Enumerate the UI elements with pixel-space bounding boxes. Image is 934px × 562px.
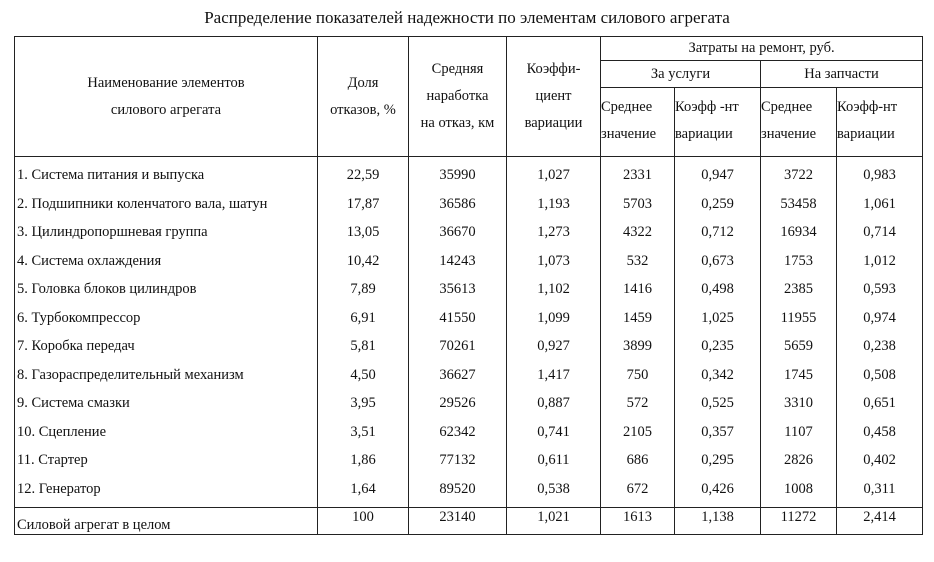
table-cell: 672	[626, 480, 649, 497]
table-cell: 3899	[623, 338, 652, 354]
table-cell: 1,417	[537, 366, 570, 383]
row-label: 8. Газораспределительный механизм	[17, 366, 244, 383]
table-cell: 35990	[439, 167, 476, 183]
table-cell: 41550	[439, 309, 476, 326]
table-cell: 3310	[784, 395, 813, 411]
table-cell: 3,95	[350, 395, 376, 411]
table-cell: 0,947	[701, 167, 734, 183]
table-cell: 572	[626, 395, 649, 411]
table-cell: 0,402	[863, 452, 896, 468]
table-cell: 7,89	[350, 281, 376, 297]
table-cell: 0,741	[537, 423, 570, 440]
table-cell: 0,426	[701, 480, 734, 497]
header-services: За услуги	[601, 61, 761, 88]
header-parts: На запчасти	[761, 61, 923, 88]
total-services-mean: 1613	[601, 508, 675, 535]
table-cell: 0,714	[863, 224, 896, 240]
row-label: 1. Система питания и выпуска	[17, 167, 205, 183]
header-parts-mean: Среднее значение	[761, 88, 837, 157]
column-mtbf	[409, 157, 507, 508]
row-label: 2. Подшипники коленчатого вала, шатун	[17, 195, 268, 212]
column-names	[15, 157, 318, 508]
table-cell: 5659	[784, 338, 813, 354]
table-cell: 1,099	[537, 309, 570, 326]
table-cell: 0,508	[863, 366, 896, 383]
table-cell: 1,027	[537, 167, 570, 183]
row-label: 12. Генератор	[17, 480, 101, 497]
table-cell: 686	[626, 452, 649, 468]
table-cell: 1008	[784, 480, 813, 497]
table-cell: 0,538	[537, 480, 570, 497]
table-cell: 62342	[439, 423, 476, 440]
total-cv: 1,021	[507, 508, 601, 535]
row-label: 9. Система смазки	[17, 395, 130, 411]
header-services-mean: Среднее значение	[601, 88, 675, 157]
table-cell: 13,05	[346, 224, 380, 240]
table-cell: 0,593	[863, 281, 896, 297]
table-cell: 3722	[784, 167, 813, 183]
total-name: Силовой агрегат в целом	[15, 508, 318, 535]
column-parts-mean	[761, 157, 837, 508]
table-cell: 750	[626, 366, 649, 383]
table-cell: 1,025	[701, 309, 734, 326]
table-cell: 10,42	[346, 252, 380, 269]
row-label: 6. Турбокомпрессор	[17, 309, 141, 326]
table-cell: 532	[626, 252, 649, 269]
table-cell: 36670	[439, 224, 476, 240]
table-cell: 36586	[439, 195, 476, 212]
table-body	[15, 157, 923, 508]
table-cell: 4322	[623, 224, 652, 240]
header-mean-time-between-failures: Средняя наработка на отказ, км	[409, 37, 507, 157]
table-cell: 77132	[439, 452, 476, 468]
table-cell: 0,458	[863, 423, 896, 440]
table-cell: 5703	[623, 195, 652, 212]
table-cell: 14243	[439, 252, 476, 269]
column-services-mean	[601, 157, 675, 508]
table-cell: 16934	[780, 224, 817, 240]
table-cell: 1,193	[537, 195, 570, 212]
table-cell: 1,073	[537, 252, 570, 269]
table-cell: 0,927	[537, 338, 570, 354]
total-mtbf: 23140	[409, 508, 507, 535]
table-cell: 1,86	[350, 452, 376, 468]
table-cell: 1416	[623, 281, 652, 297]
table-cell: 0,235	[701, 338, 734, 354]
row-label: 10. Сцепление	[17, 423, 107, 440]
table-cell: 22,59	[346, 167, 380, 183]
table-cell: 1753	[784, 252, 813, 269]
table-cell: 0,311	[863, 480, 896, 497]
table-cell: 0,983	[863, 167, 896, 183]
table-cell: 0,651	[863, 395, 896, 411]
table-cell: 0,498	[701, 281, 734, 297]
header-parts-cv: Коэфф-нт вариации	[837, 88, 923, 157]
column-parts-cv	[837, 157, 923, 508]
table-cell: 0,887	[537, 395, 570, 411]
table-cell: 11955	[780, 309, 817, 326]
table-cell: 35613	[439, 281, 476, 297]
table-cell: 0,357	[701, 423, 734, 440]
header-repair-costs: Затраты на ремонт, руб.	[601, 37, 923, 61]
table-cell: 4,50	[350, 366, 376, 383]
table-cell: 1,64	[350, 480, 376, 497]
table-cell: 0,342	[701, 366, 734, 383]
table-cell: 1459	[623, 309, 652, 326]
header-services-cv: Коэфф -нт вариации	[675, 88, 761, 157]
table-cell: 2826	[784, 452, 813, 468]
row-label: 4. Система охлаждения	[17, 252, 162, 269]
header-failure-share: Доля отказов, %	[318, 37, 409, 157]
row-label: 7. Коробка передач	[17, 338, 135, 354]
column-services-cv	[675, 157, 761, 508]
table-cell: 53458	[780, 195, 817, 212]
column-share	[318, 157, 409, 508]
total-services-cv: 1,138	[675, 508, 761, 535]
table-cell: 0,611	[537, 452, 570, 468]
header-element-name: Наименование элементов силового агрегата	[15, 37, 318, 157]
table-cell: 2385	[784, 281, 813, 297]
total-row	[15, 508, 923, 535]
table-cell: 70261	[439, 338, 476, 354]
column-cv	[507, 157, 601, 508]
row-label: 5. Головка блоков цилиндров	[17, 281, 197, 297]
table-cell: 0,259	[701, 195, 734, 212]
table-cell: 1,102	[537, 281, 570, 297]
table-cell: 0,238	[863, 338, 896, 354]
table-cell: 0,712	[701, 224, 734, 240]
table-cell: 1107	[784, 423, 813, 440]
table-cell: 6,91	[350, 309, 376, 326]
table-cell: 1745	[784, 366, 813, 383]
table-cell: 36627	[439, 366, 476, 383]
table-cell: 29526	[439, 395, 476, 411]
total-parts-mean: 11272	[761, 508, 837, 535]
reliability-table	[14, 36, 923, 535]
table-cell: 1,273	[537, 224, 570, 240]
row-label: 3. Цилиндропоршневая группа	[17, 224, 208, 240]
table-cell: 2105	[623, 423, 652, 440]
table-cell: 0,974	[863, 309, 896, 326]
table-cell: 3,51	[350, 423, 376, 440]
table-cell: 89520	[439, 480, 476, 497]
table-cell: 1,012	[863, 252, 896, 269]
table-cell: 17,87	[346, 195, 380, 212]
header-variation-coefficient: Коэффи- циент вариации	[507, 37, 601, 157]
total-share: 100	[318, 508, 409, 535]
total-parts-cv: 2,414	[837, 508, 923, 535]
table-cell: 2331	[623, 167, 652, 183]
table-cell: 0,673	[701, 252, 734, 269]
table-cell: 5,81	[350, 338, 376, 354]
table-cell: 0,295	[701, 452, 734, 468]
row-label: 11. Стартер	[17, 452, 88, 468]
table-cell: 0,525	[701, 395, 734, 411]
table-cell: 1,061	[863, 195, 896, 212]
table-title: Распределение показателей надежности по элементам силового агрегата	[204, 8, 730, 27]
